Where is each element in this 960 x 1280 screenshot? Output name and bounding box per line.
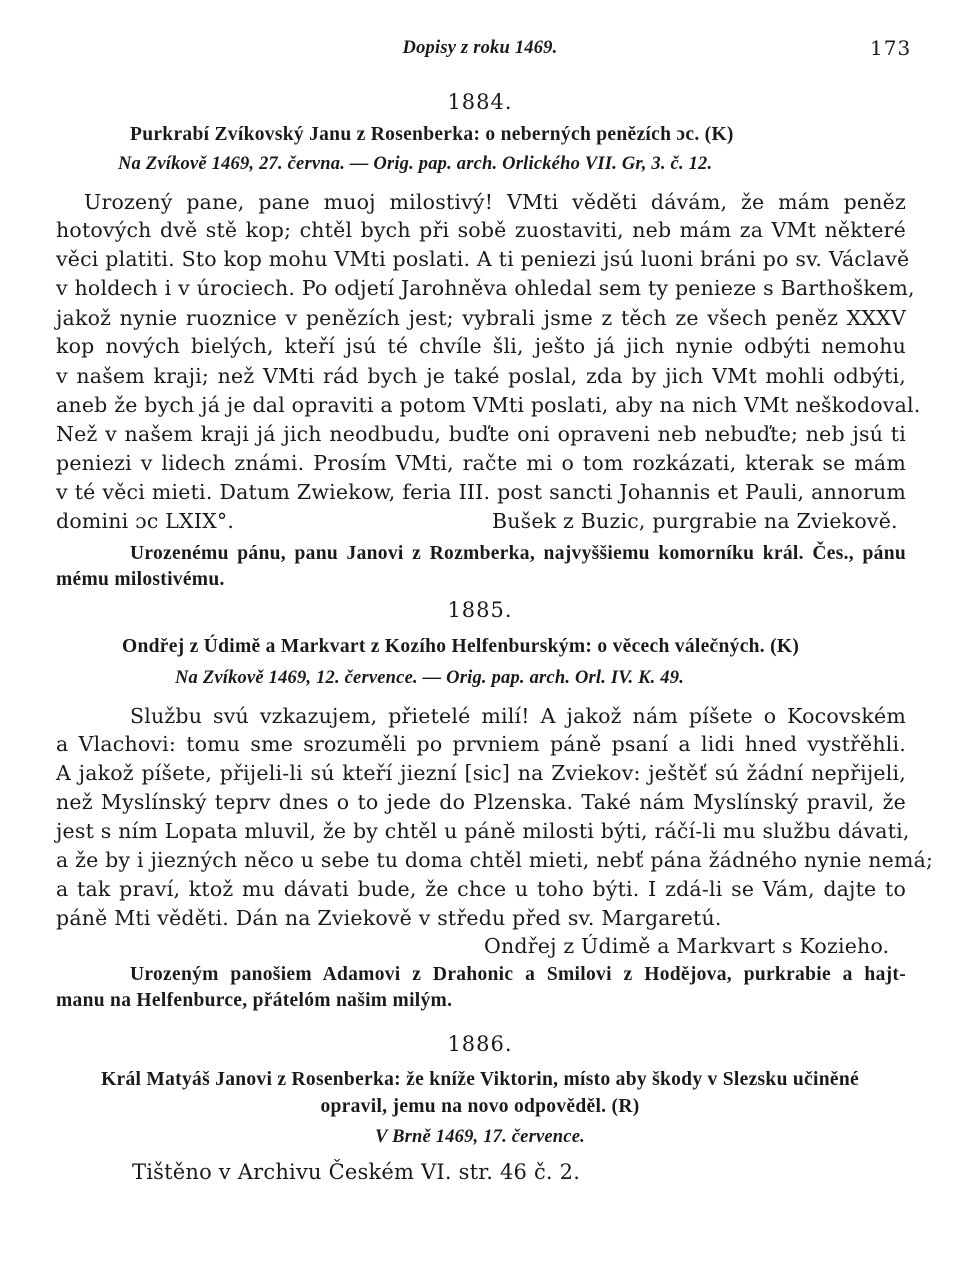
page-number: 173: [870, 36, 912, 60]
address-line: manu na Helfenburce, přátelóm našim milým.: [56, 990, 453, 1011]
letter-dateline: Na Zvíkově 1469, 27. června. — Orig. pap. arch. Orlického VII. Gr, 3. č. 12.: [118, 154, 713, 174]
body-line: peniezi v lidech známi. Prosím VMti, račte mi o tom rozkázati, kterak se mám: [56, 451, 906, 475]
body-line: v holdech i v úrociech. Po odjetí Jarohněva ohledal sem ty penieze s Barthoškem,: [56, 276, 915, 300]
letter-dateline: Na Zvíkově 1469, 12. července. — Orig. pap. arch. Orl. IV. K. 49.: [175, 668, 685, 688]
body-line: páně Mti věděti. Dán na Zviekově v středu před sv. Margaretú.: [56, 906, 722, 930]
body-line: než Myslínský teprv dnes o to jede do Plzenska. Také nám Myslínský pravil, že: [56, 790, 906, 814]
print-note: Tištěno v Archivu Českém VI. str. 46 č. 2.: [132, 1160, 581, 1184]
address-line: Urozeným panošiem Adamovi z Drahonic a Smilovi z Hodějova, purkrabie a hajt-: [130, 964, 906, 985]
letter-number: 1885.: [447, 598, 513, 622]
body-line: aneb že bych já je dal opraviti a potom VMti poslati, aby na nich VMt neškodoval.: [56, 393, 921, 417]
running-head-title: Dopisy z roku 1469.: [402, 38, 558, 58]
letter-heading: Ondřej z Údimě a Markvart z Kozího Helfenburským: o věcech válečných. (K): [122, 636, 800, 657]
letter-number: 1886.: [447, 1032, 513, 1056]
body-line: Urozený pane, pane muoj milostivý! VMti věděti dávám, že mám peněz: [84, 190, 906, 214]
body-line: a že by i jiezných něco u sebe tu doma chtěl mieti, nebť pána žádného nynie nemá;: [56, 848, 934, 872]
body-line: kop nových bielých, kteří jsú té chvíle šli, ješto já jich nynie odbýti nemohu: [56, 334, 906, 358]
body-line: jakož nynie ruoznice v penězích jest; vybrali jsme z těch ze všech peněz XXXV: [56, 306, 906, 330]
letter-heading: Purkrabí Zvíkovský Janu z Rosenberka: o neberných penězích ɔc. (K): [130, 124, 734, 145]
body-line: hotových dvě stě kop; chtěl bych při sobě zuostaviti, neb mám za VMt některé: [56, 218, 906, 242]
body-line: Službu svú vzkazujem, přietelé milí! A jakož nám píšete o Kocovském: [130, 704, 906, 728]
body-line: Než v našem kraji já jich neodbudu, buďte oni opraveni neb nebuďte; neb jsú ti: [56, 422, 906, 446]
body-line: v našem kraji; než VMti rád bych je také poslal, zda by jich VMt mohli odbýti,: [56, 364, 906, 388]
signature: Bušek z Buzic, purgrabie na Zviekově.: [492, 509, 898, 533]
letter-heading: Král Matyáš Janovi z Rosenberka: že kníže Viktorin, místo aby škody v Slezsku učiněné: [101, 1069, 859, 1090]
letter-heading: opravil, jemu na novo odpověděl. (R): [320, 1096, 640, 1117]
closing-line: domini ɔc LXIX°.: [56, 509, 235, 533]
letter-dateline: V Brně 1469, 17. července.: [375, 1127, 585, 1147]
body-line: v té věci mieti. Datum Zwiekow, feria III. post sancti Johannis et Pauli, annorum: [56, 480, 906, 504]
body-line: a Vlachovi: tomu sme srozuměli po prvniem páně psaní a lidi hned vystřěhli.: [56, 732, 906, 756]
body-line: a tak praví, ktož mu dávati bude, že chce u toho býti. I zdá-li se Vám, dajte to: [56, 877, 906, 901]
body-line: věci platiti. Sto kop mohu VMti poslati. A ti peniezi jsú luoni bráni po sv. Václavě: [56, 247, 910, 271]
body-line: A jakož píšete, přijeli-li sú kteří jiezní [sic] na Zviekov: ještěť sú žádní nepřijeli,: [56, 761, 906, 785]
letter-number: 1884.: [447, 90, 513, 114]
address-line: mému milostivému.: [56, 569, 225, 590]
address-line: Urozenému pánu, panu Janovi z Rozmberka, najvyššiemu komorníku král. Čes., pánu: [130, 543, 906, 564]
body-line: jest s ním Lopata mluvil, že by chtěl u páně milosti býti, ráčí-li mu službu dávati,: [56, 819, 910, 843]
signature: Ondřej z Údimě a Markvart s Kozieho.: [484, 934, 890, 958]
